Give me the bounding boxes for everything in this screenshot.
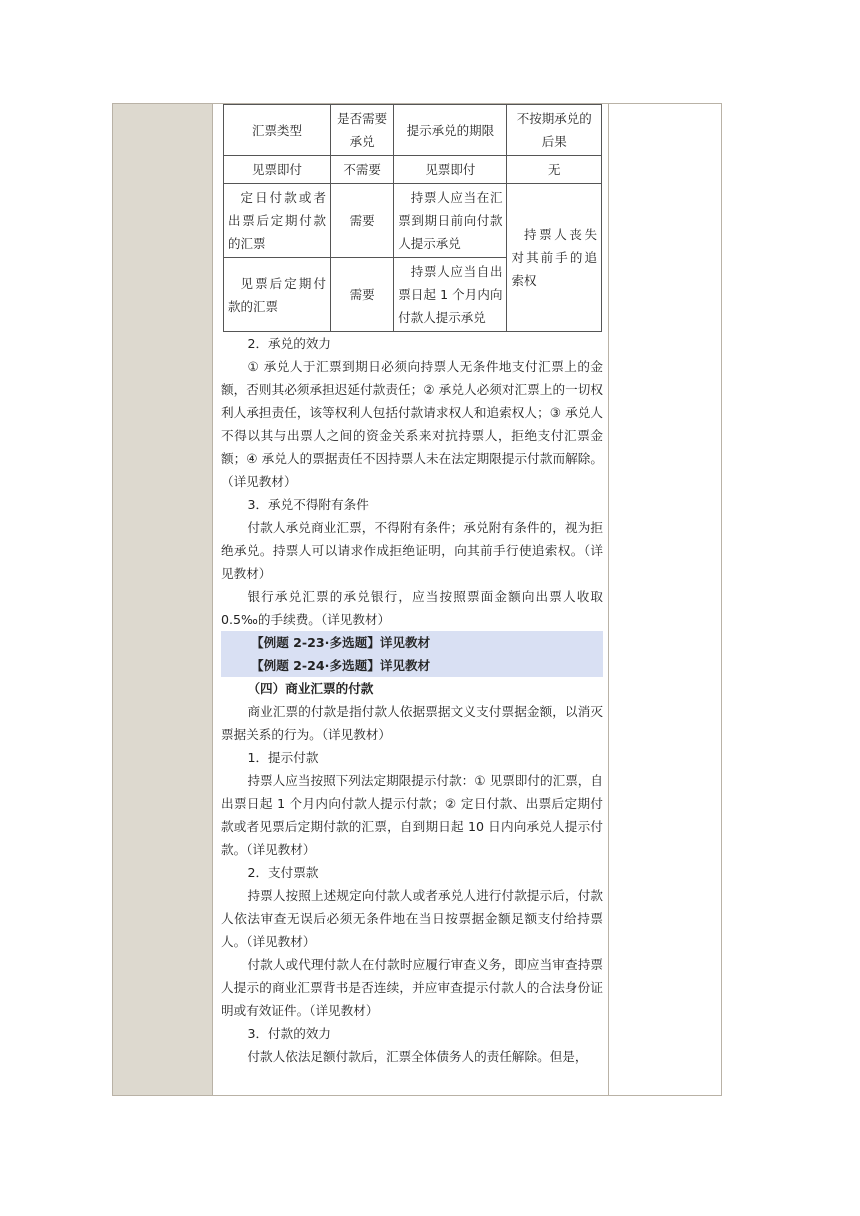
section-heading: （四）商业汇票的付款 — [247, 681, 374, 696]
paragraph: 持票人按照上述规定向付款人或者承兑人进行付款提示后，付款人依法审查无误后必须无条件地在当日按票据金额足额支付给持票人。（详见教材） — [221, 888, 603, 949]
table-cell: 需要 — [330, 258, 393, 332]
acceptance-table — [223, 104, 602, 332]
table-cell: 无 — [507, 156, 602, 184]
page-frame — [112, 103, 722, 1096]
table-cell: 持票人应当自出票日起 1 个月内向付款人提示承兑 — [394, 258, 507, 332]
section-heading: 1．提示付款 — [247, 750, 319, 765]
example-link[interactable]: 【例题 2-24·多选题】详见教材 — [221, 654, 603, 677]
section-heading: 2．承兑的效力 — [247, 336, 332, 351]
table-header: 汇票类型 — [224, 105, 331, 156]
table-cell-merged: 持票人丧失对其前手的追索权 — [507, 184, 602, 332]
paragraph: ① 承兑人于汇票到期日必须向持票人无条件地支付汇票上的金额，否则其必须承担迟延付款责任；② 承兑人必须对汇票上的一切权利人承担责任，该等权利人包括付款请求权人和追索权人；③ 承兑人不得以其与出票人之间的资金关系来对抗持票人，拒绝支付汇票金额；④ 承兑人的票据责任不因持票人未在法定期限提示付款而解除。（详见教材） — [221, 359, 603, 489]
example-link[interactable]: 【例题 2-23·多选题】详见教材 — [221, 631, 603, 654]
table-row — [224, 156, 602, 184]
example-box — [221, 631, 603, 677]
table-cell: 见票后定期付款的汇票 — [224, 258, 331, 332]
section-heading: 3．承兑不得附有条件 — [247, 497, 369, 512]
table-cell: 见票即付 — [224, 156, 331, 184]
paragraph: 银行承兑汇票的承兑银行，应当按照票面金额向出票人收取 0.5‰的手续费。（详见教材） — [221, 589, 603, 627]
table-header: 提示承兑的期限 — [394, 105, 507, 156]
paragraph: 付款人或代理付款人在付款时应履行审查义务，即应当审查持票人提示的商业汇票背书是否连续，并应审查提示付款人的合法身份证明或有效证件。（详见教材） — [221, 957, 603, 1018]
main-content — [221, 104, 603, 1068]
left-margin-column — [113, 104, 213, 1095]
paragraph: 商业汇票的付款是指付款人依据票据文义支付票据金额，以消灭票据关系的行为。（详见教材） — [221, 704, 603, 742]
table-header: 是否需要承兑 — [330, 105, 393, 156]
paragraph: 持票人应当按照下列法定期限提示付款：① 见票即付的汇票，自出票日起 1 个月内向付款人提示付款；② 定日付款、出票后定期付款或者见票后定期付款的汇票，自到期日起 10 日内向承兑人提示付款。（详见教材） — [221, 773, 603, 857]
table-cell: 需要 — [330, 184, 393, 258]
section-heading: 2．支付票款 — [247, 865, 319, 880]
table-cell: 持票人应当在汇票到期日前向付款人提示承兑 — [394, 184, 507, 258]
right-column-divider — [608, 104, 609, 1095]
paragraph: 付款人承兑商业汇票，不得附有条件；承兑附有条件的，视为拒绝承兑。持票人可以请求作成拒绝证明，向其前手行使追索权。（详见教材） — [221, 520, 603, 581]
paragraph: 付款人依法足额付款后，汇票全体债务人的责任解除。但是， — [247, 1049, 588, 1064]
table-header-row — [224, 105, 602, 156]
table-cell: 不需要 — [330, 156, 393, 184]
table-cell: 见票即付 — [394, 156, 507, 184]
table-header: 不按期承兑的后果 — [507, 105, 602, 156]
table-cell: 定日付款或者出票后定期付款的汇票 — [224, 184, 331, 258]
table-row — [224, 184, 602, 258]
section-heading: 3．付款的效力 — [247, 1026, 332, 1041]
